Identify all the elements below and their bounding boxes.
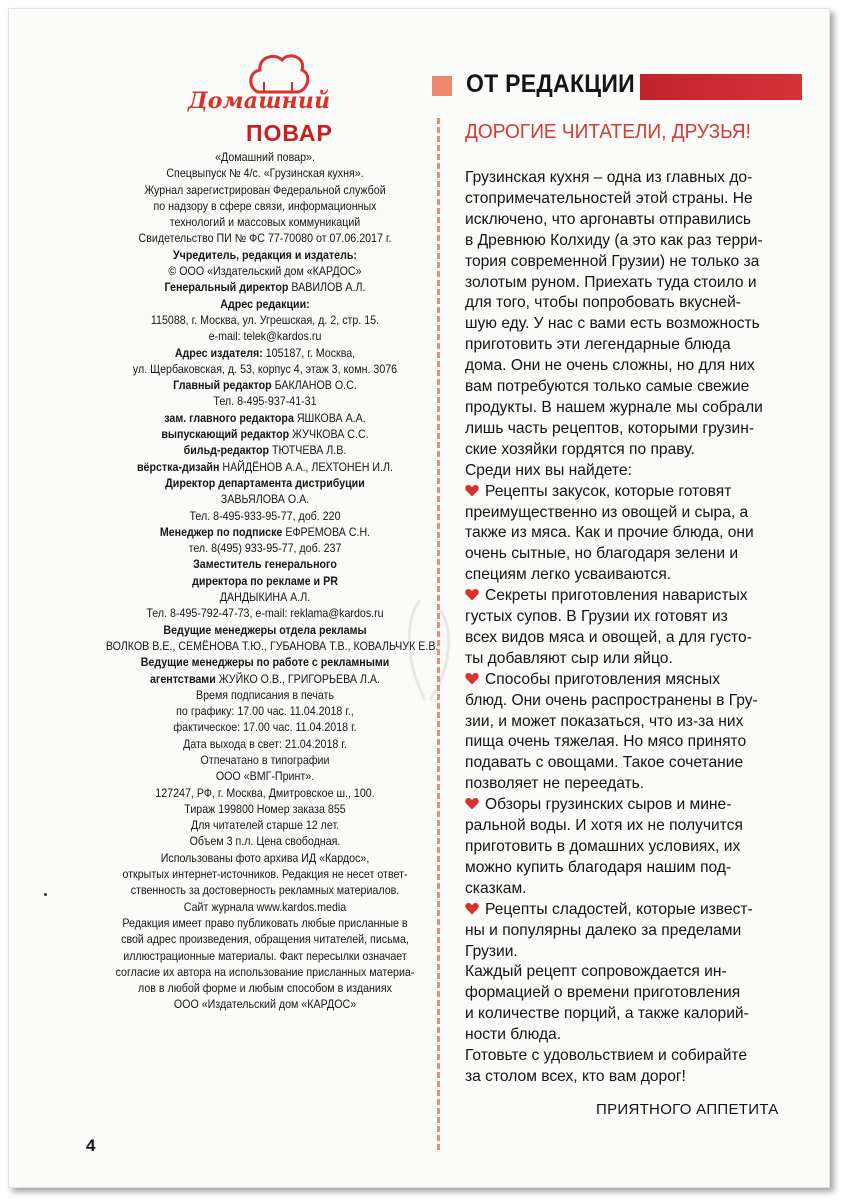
body-line	[465, 440, 805, 461]
body-line	[465, 753, 805, 774]
section-title: ОТ РЕДАКЦИИ	[466, 70, 635, 98]
imprint-value: Тираж 199800 Номер заказа 855	[184, 802, 346, 816]
magazine-logo	[180, 52, 370, 152]
imprint-label: директора по рекламе и PR	[192, 574, 338, 588]
imprint-line	[106, 753, 424, 769]
heart-bullet-icon	[465, 796, 479, 809]
body-line	[465, 1025, 805, 1046]
imprint-label: выпускающий редактор	[161, 428, 290, 442]
imprint-value: Спецвыпуск № 4/с. «Грузинская кухня».	[166, 167, 364, 181]
imprint-value: ЕФРЕМОВА С.Н.	[282, 525, 371, 539]
body-line	[465, 712, 805, 733]
body-text: сказкам.	[465, 879, 527, 897]
body-text: стопримечательностей этой страны. Не	[465, 189, 753, 207]
page-number: 4	[86, 1136, 96, 1155]
body-line	[465, 273, 805, 294]
imprint-label: Генеральный директор	[164, 281, 289, 295]
body-text: Секреты приготовления наваристых	[485, 587, 748, 605]
imprint-value: ственность за достоверность рекламных материалов.	[130, 884, 400, 898]
body-line	[465, 816, 805, 837]
body-line	[465, 335, 805, 356]
bullet-line	[465, 482, 805, 503]
imprint-line	[106, 329, 424, 345]
body-line	[465, 691, 805, 712]
body-text: пища очень тяжелая. Но мясо принято	[465, 733, 747, 751]
imprint-value: БАКЛАНОВ О.С.	[271, 379, 357, 393]
watermark-icon	[400, 590, 460, 710]
imprint-line	[106, 525, 424, 541]
body-text: можно купить благодаря нашим под-	[465, 858, 732, 876]
body-line	[465, 189, 805, 210]
imprint-line	[106, 411, 424, 427]
body-line	[465, 398, 805, 419]
body-line	[465, 649, 805, 670]
imprint-value: 127247, РФ, г. Москва, Дмитровское ш., 100.	[155, 786, 375, 800]
imprint-value: свой адрес произведения, обращения читателей, письма,	[121, 933, 409, 947]
imprint-value: по графику: 17.00 час. 11.04.2018 г.,	[176, 705, 354, 719]
body-line	[465, 231, 805, 252]
imprint-line	[106, 949, 424, 965]
body-line	[465, 168, 805, 189]
body-text: очень сытные, но благодаря зелени и	[465, 545, 739, 563]
imprint-line	[106, 492, 424, 508]
imprint-line	[106, 932, 424, 948]
body-line	[465, 837, 805, 858]
body-line	[465, 774, 805, 795]
imprint-value: Редакция имеет право публиковать любые присланные в	[122, 916, 408, 930]
imprint-line	[106, 672, 424, 688]
imprint-line	[106, 183, 424, 199]
section-marker	[432, 76, 452, 96]
body-text: ские хозяйки гордятся по праву.	[465, 440, 695, 458]
logo-script-text: Домашний	[188, 88, 331, 114]
imprint-line	[106, 557, 424, 573]
body-line	[465, 565, 805, 586]
bullet-line	[465, 670, 805, 691]
body-text: ны и популярны далеко за пределами	[465, 921, 742, 939]
imprint-line	[106, 574, 424, 590]
body-text: в Древнюю Колхиду (а это как раз терри-	[465, 231, 763, 249]
body-text: ты добавляют сыр или яйцо.	[465, 649, 673, 667]
imprint-label: Заместитель генерального	[193, 558, 337, 572]
imprint-value: Свидетельство ПИ № ФС 77-70080 от 07.06.2017 г.	[138, 232, 392, 246]
imprint-line	[106, 248, 424, 264]
imprint-line	[106, 460, 424, 476]
imprint-value: 115088, г. Москва, ул. Угрешская, д. 2, стр. 15.	[150, 313, 380, 327]
bullet-line	[465, 586, 805, 607]
imprint-value: ВОЛКОВ В.Е., СЕМЁНОВА Т.Ю., ГУБАНОВА Т.В., КОВАЛЬЧУК Е.В.	[105, 639, 439, 653]
body-text: Каждый рецепт сопровождается ин-	[465, 963, 727, 981]
imprint-label: Адрес издателя:	[174, 346, 263, 360]
imprint-label: агентствами	[149, 672, 216, 686]
imprint-label: Главный редактор	[173, 379, 272, 393]
imprint-value: «Домашний повар».	[215, 151, 315, 164]
imprint-line	[106, 655, 424, 671]
body-line	[465, 628, 805, 649]
body-line	[465, 503, 805, 524]
body-text: Обзоры грузинских сыров и мине-	[485, 796, 732, 814]
imprint-value: согласие их автора на использование присланных материа-	[115, 965, 415, 979]
imprint-column	[105, 150, 439, 1014]
imprint-line	[106, 476, 424, 492]
imprint-label: Учредитель, редакция и издатель:	[173, 248, 357, 262]
logo-word-text: ПОВАР	[246, 120, 333, 146]
heart-bullet-icon	[465, 901, 479, 914]
imprint-value: Тел. 8-495-792-47-73, e-mail: reklama@kardos.ru	[146, 607, 384, 621]
body-line	[465, 942, 805, 963]
body-text: вам потребуются только самые свежие	[465, 378, 750, 396]
body-text: Способы приготовления мясных	[485, 670, 721, 688]
imprint-value: Время подписания в печать	[195, 688, 335, 702]
body-line	[465, 1046, 805, 1067]
imprint-line	[106, 851, 424, 867]
imprint-value: Дата выхода в свет: 21.04.2018 г.	[183, 737, 347, 751]
imprint-value: 105187, г. Москва,	[262, 346, 356, 360]
imprint-value: лов в любой форме и любым способом в изданиях	[138, 982, 392, 996]
body-text: приготовить в домашних условиях, их	[465, 838, 741, 855]
editorial-body	[465, 168, 805, 1088]
imprint-line	[106, 166, 424, 182]
heart-bullet-icon	[465, 671, 479, 684]
imprint-line	[106, 427, 424, 443]
body-text: Грузинская кухня – одна из главных до-	[465, 169, 753, 186]
body-text: всех видов мяса и овощей, а для густо-	[465, 628, 752, 646]
body-line	[465, 962, 805, 983]
body-text: Рецепты сладостей, которые извест-	[485, 900, 753, 918]
body-line	[465, 356, 805, 377]
body-line	[465, 377, 805, 398]
imprint-value: ЯШКОВА А.А.	[293, 411, 366, 425]
body-line	[465, 461, 805, 482]
imprint-value: ООО «Издательский дом «КАРДОС»	[173, 998, 357, 1012]
body-text: преимущественно из овощей и сыра, а	[465, 503, 749, 521]
imprint-line	[106, 280, 424, 296]
imprint-line	[106, 997, 424, 1013]
body-text: шую еду. У нас с вами есть возможность	[465, 315, 760, 333]
imprint-value: Тел. 8-495-933-95-77, доб. 220	[189, 509, 341, 523]
imprint-line	[106, 443, 424, 459]
body-line	[465, 921, 805, 942]
imprint-line	[106, 818, 424, 834]
body-text: Среди них вы найдете:	[465, 461, 632, 479]
body-line	[465, 293, 805, 314]
body-text: исключено, что аргонавты отправились	[465, 210, 752, 228]
heart-bullet-icon	[465, 587, 479, 600]
bullet-line	[465, 795, 805, 816]
imprint-value: ул. Щербаковская, д. 53, корпус 4, этаж 3, комн. 3076	[132, 362, 398, 376]
body-text: и количестве порций, а также калорий-	[465, 1005, 749, 1023]
imprint-value: ВАВИЛОВ А.Л.	[288, 281, 366, 295]
imprint-value: Тел. 8-495-937-41-31	[213, 395, 317, 409]
body-text: подавать с овощами. Такое сочетание	[465, 754, 744, 772]
body-text: для того, чтобы попробовать вкусней-	[465, 294, 741, 312]
imprint-value: фактическое: 17.00 час. 11.04.2018 г.	[173, 721, 357, 735]
imprint-line	[106, 802, 424, 818]
imprint-label: бильд-редактор	[183, 444, 270, 458]
imprint-line	[106, 313, 424, 329]
imprint-line	[106, 509, 424, 525]
print-speck	[44, 893, 47, 896]
imprint-line	[106, 378, 424, 394]
imprint-value: иллюстрационные материалы. Факт пересылки означает	[123, 949, 407, 963]
imprint-line	[106, 688, 424, 704]
body-line	[465, 419, 805, 440]
body-line	[465, 544, 805, 565]
imprint-label: Ведущие менеджеры отдела рекламы	[163, 623, 367, 637]
imprint-value: Сайт журнала www.kardos.media	[183, 900, 347, 914]
imprint-label: Директор департамента дистрибуции	[165, 476, 365, 490]
body-text: золотым руном. Приехать туда стоило и	[465, 273, 757, 291]
body-text: дома. Они не очень сложны, но для них	[465, 357, 755, 375]
heart-bullet-icon	[465, 483, 479, 496]
imprint-label: вёрстка-дизайн	[136, 460, 220, 474]
body-line	[465, 252, 805, 273]
editorial-signoff: ПРИЯТНОГО АППЕТИТА	[596, 1101, 779, 1118]
body-line	[465, 858, 805, 879]
imprint-line	[106, 883, 424, 899]
imprint-value: Использованы фото архива ИД «Кардос»,	[160, 851, 370, 865]
imprint-line	[106, 264, 424, 280]
imprint-value: по надзору в сфере связи, информационных	[153, 199, 377, 213]
imprint-line	[106, 704, 424, 720]
imprint-value: Журнал зарегистрирован Федеральной службой	[144, 183, 386, 197]
imprint-value: открытых интернет-источников. Редакция не несет ответ-	[122, 868, 408, 882]
imprint-value: тел. 8(495) 933-95-77, доб. 237	[188, 542, 342, 556]
imprint-line	[106, 199, 424, 215]
body-line	[465, 314, 805, 335]
imprint-line	[106, 606, 424, 622]
imprint-value: ЗАВЬЯЛОВА О.А.	[220, 493, 310, 507]
imprint-label: Адрес редакции:	[220, 297, 310, 311]
body-line	[465, 607, 805, 628]
imprint-line	[106, 590, 424, 606]
imprint-line	[106, 900, 424, 916]
imprint-value: © ООО «Издательский дом «КАРДОС»	[168, 265, 362, 279]
editorial-greeting: ДОРОГИЕ ЧИТАТЕЛИ, ДРУЗЬЯ!	[465, 120, 751, 143]
imprint-line	[105, 639, 439, 655]
body-text: также из мяса. Как и прочие блюда, они	[465, 524, 754, 542]
body-line	[465, 732, 805, 753]
imprint-line	[106, 867, 424, 883]
body-text: за столом всех, кто вам дорог!	[465, 1067, 686, 1085]
imprint-line	[106, 231, 424, 247]
imprint-value: ЖУЙКО О.В., ГРИГОРЬЕВА Л.А.	[215, 672, 381, 686]
imprint-value: ДАНДЫКИНА А.Л.	[219, 591, 311, 605]
body-text: продукты. В нашем журнале мы собрали	[465, 398, 763, 416]
body-text: Грузии.	[465, 942, 518, 960]
imprint-line	[106, 916, 424, 932]
imprint-label: Менеджер по подписке	[159, 525, 283, 539]
imprint-line	[106, 297, 424, 313]
imprint-line	[106, 786, 424, 802]
imprint-line	[106, 346, 424, 362]
imprint-value: Отпечатано в типографии	[200, 753, 330, 767]
imprint-line	[106, 769, 424, 785]
imprint-value: e-mail: telek@kardos.ru	[208, 330, 322, 344]
imprint-label: Ведущие менеджеры по работе с рекламными	[140, 656, 390, 670]
imprint-line	[106, 215, 424, 231]
body-text: специям легко усваиваются.	[465, 566, 672, 584]
body-text: тория современной Грузии) не только за	[465, 252, 760, 270]
body-text: формацией о времени приготовления	[465, 984, 741, 1002]
imprint-line	[106, 623, 424, 639]
imprint-line	[106, 965, 424, 981]
imprint-line	[106, 541, 424, 557]
imprint-line	[106, 362, 424, 378]
body-line	[465, 983, 805, 1004]
imprint-value: ЖУЧКОВА С.С.	[289, 428, 369, 442]
body-line	[465, 210, 805, 231]
body-text: позволяет не переедать.	[465, 775, 645, 793]
imprint-line	[106, 394, 424, 410]
body-line	[465, 1004, 805, 1025]
imprint-value: технологий и массовых коммуникаций	[169, 216, 361, 230]
body-text: зии, и может показаться, что из-за них	[465, 712, 744, 730]
body-line	[465, 523, 805, 544]
imprint-label: зам. главного редактора	[164, 411, 294, 425]
body-text: лишь часть рецептов, которыми грузин-	[465, 419, 755, 437]
imprint-line	[106, 981, 424, 997]
imprint-line	[106, 150, 424, 166]
imprint-value: Объем 3 п.л. Цена свободная.	[189, 835, 341, 849]
bullet-line	[465, 900, 805, 921]
body-line	[465, 879, 805, 900]
imprint-value: Для читателей старше 12 лет.	[190, 819, 340, 833]
body-text: Рецепты закусок, которые готовят	[485, 482, 732, 500]
body-text: густых супов. В Грузии их готовят из	[465, 608, 728, 626]
body-text: ральной воды. И хотя их не получится	[465, 817, 743, 835]
imprint-line	[106, 720, 424, 736]
imprint-line	[106, 834, 424, 850]
body-text: приготовить эти легендарные блюда	[465, 336, 731, 354]
body-text: блюд. Они очень распространены в Гру-	[465, 691, 758, 709]
body-text: ности блюда.	[465, 1026, 562, 1044]
body-text: Готовьте с удовольствием и собирайте	[465, 1047, 748, 1065]
imprint-value: НАЙДЁНОВ А.А., ЛЕХТОНЕН И.Л.	[219, 460, 393, 474]
imprint-line	[106, 737, 424, 753]
imprint-value: ООО «ВМГ-Принт».	[215, 770, 315, 784]
body-line	[465, 1067, 805, 1088]
section-title-bar	[640, 74, 802, 100]
imprint-value: ТЮТЧЕВА Л.В.	[269, 444, 347, 458]
